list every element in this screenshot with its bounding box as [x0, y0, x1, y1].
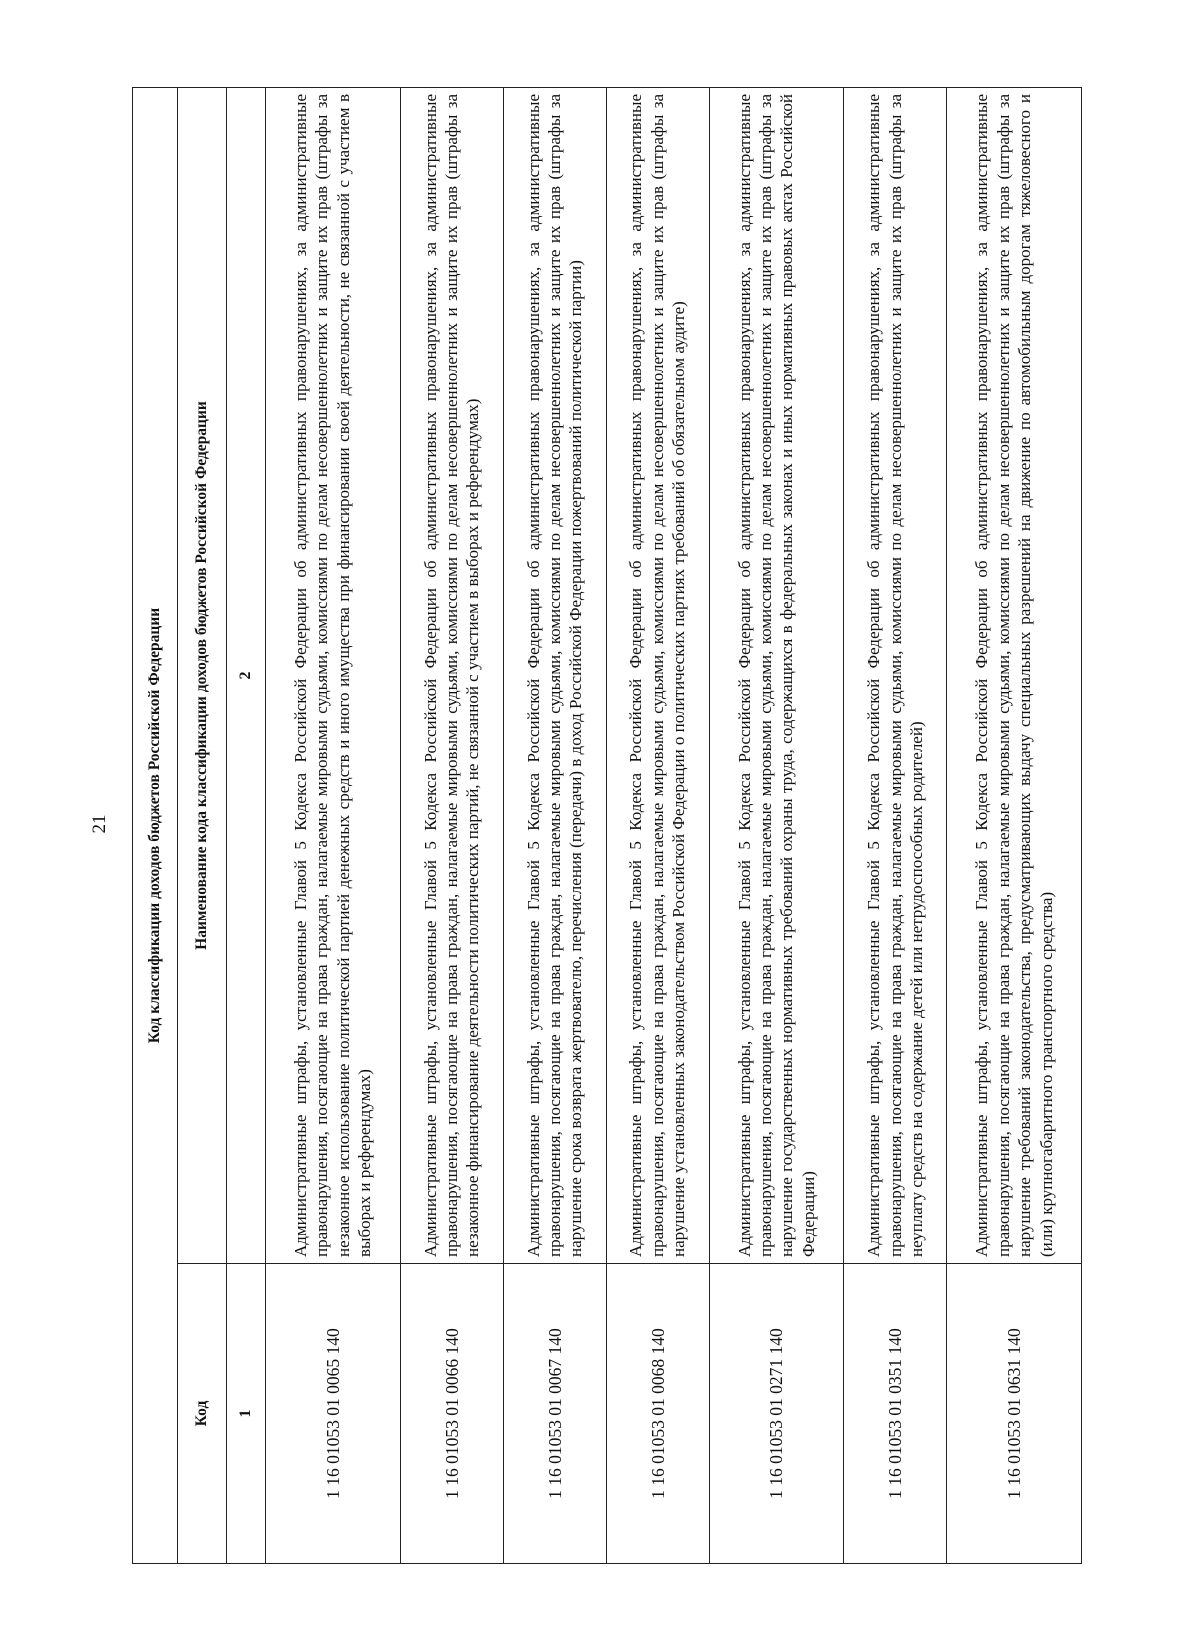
row-text: Административные штрафы, установленные Главой 5 Кодекса Российской Федерации об административных правонарушениях, за административные правонарушения, посягающие на права граждан, налагаемые мировыми судьями, комиссиями по делам несовершеннолетних и защите их прав (штрафы за нарушение срока возврата жертвователю, перечисления (передачи) в доход Российской Федерации пожертвований политической партии): [503, 88, 606, 1264]
header-name: Наименование кода классификации доходов бюджетов Российской Федерации: [178, 88, 227, 1264]
table-row: [606, 88, 709, 1564]
table-row: [844, 88, 947, 1564]
table-row: [503, 88, 606, 1564]
row-code: 1 16 01053 01 0271 140: [709, 1264, 844, 1564]
table-row: [709, 88, 844, 1564]
row-text: Административные штрафы, установленные Главой 5 Кодекса Российской Федерации об административных правонарушениях, за административные правонарушения, посягающие на права граждан, налагаемые мировыми судьями, комиссиями по делам несовершеннолетних и защите их прав (штрафы за нарушение требований законодательства, предусматривающих выдачу специальных разрешений на движение по автомобильным дорогам тяжеловесного и (или) крупногабаритного транспортного средства): [947, 88, 1082, 1264]
row-code: 1 16 01053 01 0066 140: [400, 1264, 503, 1564]
rotated-table-container: [132, 87, 1082, 1564]
table-row: [400, 88, 503, 1564]
column-number-1: 1: [227, 1264, 266, 1564]
row-text: Административные штрафы, установленные Главой 5 Кодекса Российской Федерации об административных правонарушениях, за административные правонарушения, посягающие на права граждан, налагаемые мировыми судьями, комиссиями по делам несовершеннолетних и защите их прав (штрафы за незаконное использование политической партией денежных средств и иного имущества при финансировании своей деятельности, не связанной с участием в выборах и референдумах): [266, 88, 401, 1264]
row-code: 1 16 01053 01 0631 140: [947, 1264, 1082, 1564]
row-code: 1 16 01053 01 0067 140: [503, 1264, 606, 1564]
table-row: [947, 88, 1082, 1564]
row-text: Административные штрафы, установленные Главой 5 Кодекса Российской Федерации об административных правонарушениях, за административные правонарушения, посягающие на права граждан, налагаемые мировыми судьями, комиссиями по делам несовершеннолетних и защите их прав (штрафы за незаконное финансирование деятельности политических партий, не связанной с участием в выборах и референдумах): [400, 88, 503, 1264]
column-number-2: 2: [227, 88, 266, 1264]
row-code: 1 16 01053 01 0068 140: [606, 1264, 709, 1564]
row-text: Административные штрафы, установленные Главой 5 Кодекса Российской Федерации об административных правонарушениях, за административные правонарушения, посягающие на права граждан, налагаемые мировыми судьями, комиссиями по делам несовершеннолетних и защите их прав (штрафы за неуплату средств на содержание детей или нетрудоспособных родителей): [844, 88, 947, 1264]
row-code: 1 16 01053 01 0351 140: [844, 1264, 947, 1564]
row-text: Административные штрафы, установленные Главой 5 Кодекса Российской Федерации об административных правонарушениях, за административные правонарушения, посягающие на права граждан, налагаемые мировыми судьями, комиссиями по делам несовершеннолетних и защите их прав (штрафы за нарушение установленных законодательством Российской Федерации о политических партиях требований об обязательном аудите): [606, 88, 709, 1264]
header-code: Код: [178, 1264, 227, 1564]
page-number: 21: [89, 814, 110, 834]
table-row: [266, 88, 401, 1564]
row-code: 1 16 01053 01 0065 140: [266, 1264, 401, 1564]
row-text: Административные штрафы, установленные Главой 5 Кодекса Российской Федерации об административных правонарушениях, за административные правонарушения, посягающие на права граждан, налагаемые мировыми судьями, комиссиями по делам несовершеннолетних и защите их прав (штрафы за нарушение государственных нормативных требований охраны труда, содержащихся в федеральных законах и иных нормативных правовых актах Российской Федерации): [709, 88, 844, 1264]
revenue-classification-table: [132, 87, 1082, 1564]
table-caption: Код классификации доходов бюджетов Российской Федерации: [133, 88, 178, 1564]
